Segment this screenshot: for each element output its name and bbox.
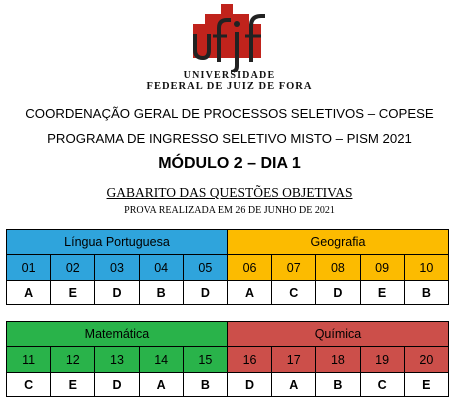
subject-matematica: Matemática — [7, 322, 228, 347]
exam-date: PROVA REALIZADA EM 26 DE JUNHO DE 2021 — [124, 205, 335, 216]
answer-table-2 — [6, 321, 449, 397]
question-number-row — [7, 255, 449, 281]
question-number: 18 — [316, 347, 360, 373]
question-number: 10 — [404, 255, 448, 281]
question-number: 13 — [95, 347, 139, 373]
question-number: 19 — [360, 347, 404, 373]
answer-row — [7, 373, 449, 397]
answer-letter: B — [316, 373, 360, 397]
answer-letter: E — [404, 373, 448, 397]
answer-table-1 — [6, 229, 449, 305]
answer-letter: A — [7, 281, 51, 305]
answer-letter: B — [139, 281, 183, 305]
question-number: 02 — [51, 255, 95, 281]
question-number: 16 — [227, 347, 271, 373]
question-number: 11 — [7, 347, 51, 373]
answer-letter: B — [183, 373, 227, 397]
coordination-title: COORDENAÇÃO GERAL DE PROCESSOS SELETIVOS – COPESE — [25, 106, 434, 121]
question-number: 03 — [95, 255, 139, 281]
answer-letter: D — [95, 373, 139, 397]
answer-letter: A — [227, 281, 271, 305]
answer-row — [7, 281, 449, 305]
answer-letter: B — [404, 281, 448, 305]
answer-letter: A — [139, 373, 183, 397]
question-number: 12 — [51, 347, 95, 373]
answer-letter: D — [183, 281, 227, 305]
question-number: 08 — [316, 255, 360, 281]
answer-letter: D — [227, 373, 271, 397]
answer-letter: E — [51, 373, 95, 397]
answer-letter: C — [360, 373, 404, 397]
question-number: 07 — [272, 255, 316, 281]
answer-letter: D — [316, 281, 360, 305]
question-number: 20 — [404, 347, 448, 373]
answer-letter: E — [51, 281, 95, 305]
subject-geografia: Geografia — [227, 230, 448, 255]
subject-header-row — [7, 230, 449, 255]
question-number: 05 — [183, 255, 227, 281]
question-number: 01 — [7, 255, 51, 281]
question-number: 06 — [227, 255, 271, 281]
answer-key-title: GABARITO DAS QUESTÕES OBJETIVAS — [106, 185, 353, 200]
university-name-line1: UNIVERSIDADE — [183, 70, 276, 81]
module-title: MÓDULO 2 – DIA 1 — [158, 155, 301, 172]
question-number: 17 — [272, 347, 316, 373]
program-title: PROGRAMA DE INGRESSO SELETIVO MISTO – PISM 2021 — [47, 131, 412, 146]
question-number-row — [7, 347, 449, 373]
subject-lingua-portuguesa: Língua Portuguesa — [7, 230, 228, 255]
question-number: 09 — [360, 255, 404, 281]
question-number: 04 — [139, 255, 183, 281]
university-name-line2: FEDERAL DE JUIZ DE FORA — [146, 81, 313, 92]
question-number: 15 — [183, 347, 227, 373]
question-number: 14 — [139, 347, 183, 373]
answer-letter: E — [360, 281, 404, 305]
answer-letter: C — [272, 281, 316, 305]
answer-letter: C — [7, 373, 51, 397]
answer-letter: A — [272, 373, 316, 397]
subject-header-row — [7, 322, 449, 347]
subject-quimica: Química — [227, 322, 448, 347]
answer-letter: D — [95, 281, 139, 305]
